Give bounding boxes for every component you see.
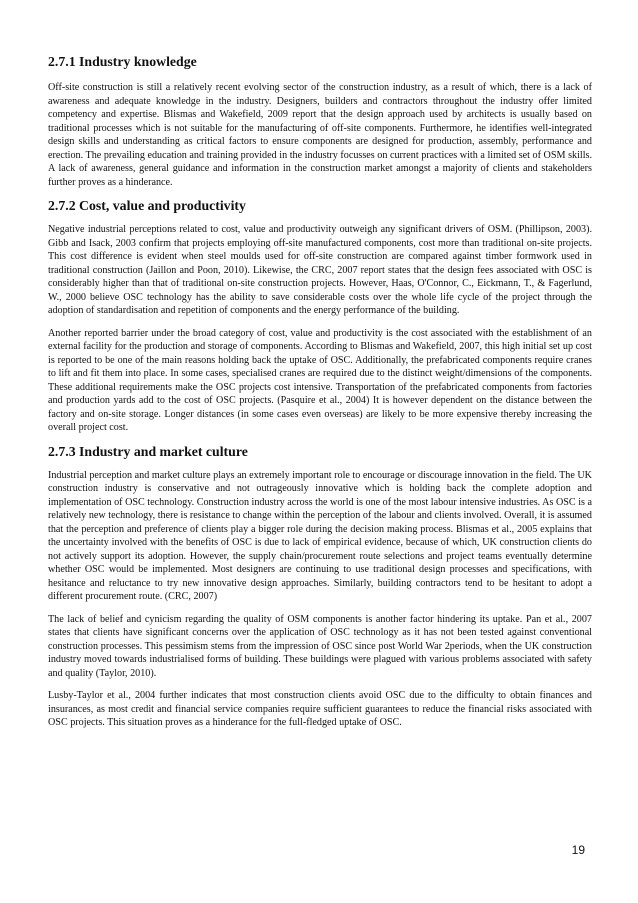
section-heading: 2.7.3 Industry and market culture — [48, 443, 248, 459]
paragraph: Industrial perception and market culture plays an extremely important role to encourage or discourage innovation in the field. The UK construction industry is conservative and not outrageously innovative which is holding back the complete adoption and implementation of OSC technology. Construction industry across the world is one of the most labour intensive industries. As OSC is a relatively new technology, there is resistance to change within the perception of the labour and clients involved. Overall, it is assumed that the perception and preference of clients play a bigger role during the decision making process. Blismas et al., 2005 explains that the uncertainty involved with the benefits of OSC is due to lack of empirical evidence, because of which, UK construction clients do not actively support its adoption. However, the supply chain/procurement route selections and project teams eventually determine whether OSC would be implemented. Most designers are continuing to use traditional design processes and specifications, with hesitance and reluctance to try new innovative design approaches. Similarly, building contractors tend to be hesitant to adopt a different procurement route. (CRC, 2007) — [48, 469, 592, 602]
section-industry-knowledge — [48, 54, 592, 189]
paragraph: Lusby-Taylor et al., 2004 further indicates that most construction clients avoid OSC due to the difficulty to obtain finances and insurances, as most credit and financial service companies require sufficient guarantees to reduce the financial risks associated with OSC projects. This situation proves as a hinderance for the full-fledged uptake of OSC. — [48, 690, 592, 728]
section-industry-market-culture — [48, 444, 592, 730]
paragraph: Negative industrial perceptions related to cost, value and productivity outweigh any significant drivers of OSM. (Phillipson, 2003). Gibb and Isack, 2003 confirm that projects employing off-site manufactured components, cost more than traditional on-site projects. This cost difference is evident when steel moulds used for off-site construction are compared against timber formwork used in traditional construction (Jaillon and Poon, 2010). Likewise, the CRC, 2007 report states that the design fees associated with OSC is considerably higher than that of traditional on-site construction projects. However, Haas, O'Connor, C., Eickmann, T., & Fagerlund, W., 2000 believe OSC technology has the ability to save considerable costs over the whole life cycle of the project through the adoption of standardisation and repetition of components and the energy performance of the building. — [48, 224, 592, 316]
page-number: 19 — [571, 843, 585, 857]
section-heading: 2.7.2 Cost, value and productivity — [48, 198, 246, 213]
section-cost-value-productivity — [48, 198, 592, 435]
paragraph: Off-site construction is still a relatively recent evolving sector of the construction industry, as a result of which, there is a lack of awareness and adequate knowledge in the industry. Designers, builders and contractors throughout the industry offer limited competency and expertise. Blismas and Wakefield, 2009 report that the design approach used by architects is usually based on traditional processes which is not suitable for the manufacturing of off-site components. Furthermore, he identifies well-integrated design skills and understanding as critical factors to ensure components are designed for production, assembly, performance and erection. The prevailing education and training provided in the industry focusses on current practices with a limited set of OSM skills. A lack of awareness, general guidance and information in the construction market amongst a majority of clients and stakeholders further proves as a hinderance. — [48, 82, 592, 188]
document-page — [48, 54, 592, 739]
section-heading: 2.7.1 Industry knowledge — [48, 54, 197, 69]
paragraph: The lack of belief and cynicism regarding the quality of OSM components is another factor hindering its uptake. Pan et al., 2007 states that clients have significant concerns over the application of OSC technology as it has not been tested against conventional construction processes. This pessimism stems from the impression of OSC since post World War 2periods, when the UK construction industry moved towards industrialised forms of building. These buildings were plagued with various problems associated with safety and quality (Taylor, 2010). — [48, 613, 592, 679]
paragraph: Another reported barrier under the broad category of cost, value and productivity is the cost associated with the establishment of an external facility for the production and storage of components. According to Blismas and Wakefield, 2007, this high initial set up cost is reported to be one of the main reasons holding back the uptake of OSC. Additionally, the prefabricated components require cranes to lift and fit them into place. In some cases, specialised cranes are required due to the distinct weight/dimensions of the components. These additional requirements make the OSC projects cost intensive. Transportation of the prefabricated components from factories and production yards add to the cost of OSC projects. (Pasquire et al., 2004) It is however dependent on the distance between the factory and on-site storage. Longer distances (in some cases even overseas) are likely to be more expensive thereby increasing the overall project cost. — [48, 327, 592, 433]
